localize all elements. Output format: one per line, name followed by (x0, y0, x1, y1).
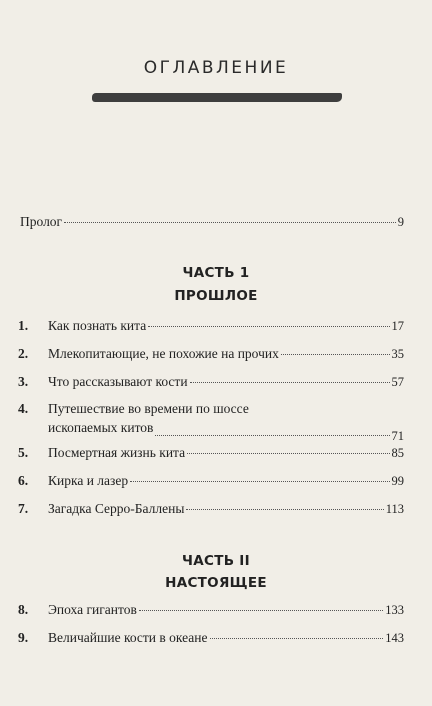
entry-page: 57 (391, 375, 404, 389)
dot-leader (186, 509, 383, 510)
dot-leader (155, 435, 389, 436)
part-name: НАСТОЯЩЕЕ (165, 575, 267, 591)
toc-entry[interactable] (18, 401, 404, 443)
dot-leader (187, 453, 389, 454)
entry-page: 113 (385, 502, 404, 516)
dot-leader (210, 638, 384, 639)
entry-number: 1. (18, 318, 29, 333)
toc-entry[interactable] (18, 473, 404, 489)
entry-title: Эпоха гигантов (48, 602, 137, 617)
entry-number: 8. (18, 602, 29, 617)
entry-number: 2. (18, 346, 29, 361)
entry-title: Загадка Серро-Баллены (48, 501, 185, 516)
entry-page: 17 (391, 319, 404, 333)
toc-entry[interactable] (18, 602, 404, 618)
entry-title: Величайшие кости в океане (48, 630, 208, 645)
entry-page: 35 (391, 347, 404, 361)
entry-page: 85 (391, 446, 404, 460)
dot-leader (190, 382, 390, 383)
toc-entry[interactable] (18, 501, 404, 517)
entry-number: 7. (18, 501, 29, 516)
entry-title: Кирка и лазер (48, 473, 129, 488)
entry-title: Посмертная жизнь кита (48, 445, 186, 460)
toc-entry[interactable] (18, 630, 404, 646)
entry-title: Пролог (20, 214, 63, 229)
dot-leader (64, 222, 396, 223)
entry-title: Как познать кита (48, 318, 147, 333)
part-name: ПРОШЛОЕ (174, 288, 258, 304)
dot-leader (130, 481, 389, 482)
entry-number: 3. (18, 374, 29, 389)
entry-title: Млекопитающие, не похожие на прочих (48, 346, 279, 361)
entry-number: 4. (18, 401, 29, 416)
dot-leader (148, 326, 389, 327)
dot-leader (139, 610, 383, 611)
part-label: ЧАСТЬ II (182, 553, 250, 569)
entry-title-line2: ископаемых китов (48, 420, 154, 435)
entry-page: 71 (391, 429, 404, 443)
entry-page: 9 (397, 215, 404, 229)
toc-entry[interactable] (18, 346, 404, 362)
title-brush-rule (92, 93, 342, 102)
entry-title: Что рассказывают кости (48, 374, 188, 389)
toc-entry[interactable] (18, 445, 404, 461)
entry-page: 143 (385, 631, 404, 645)
part-label: ЧАСТЬ 1 (182, 265, 250, 281)
toc-entry[interactable] (18, 374, 404, 390)
entry-number: 5. (18, 445, 29, 460)
entry-page: 99 (391, 474, 404, 488)
entry-number: 9. (18, 630, 29, 645)
dot-leader (281, 354, 390, 355)
toc-entry[interactable] (18, 318, 404, 334)
entry-number: 6. (18, 473, 29, 488)
entry-page: 133 (385, 603, 404, 617)
toc-entry-prologue[interactable] (20, 214, 404, 230)
entry-title-line1: Путешествие во времени по шоссе (48, 401, 249, 416)
toc-title: ОГЛАВЛЕНИЕ (143, 58, 289, 78)
